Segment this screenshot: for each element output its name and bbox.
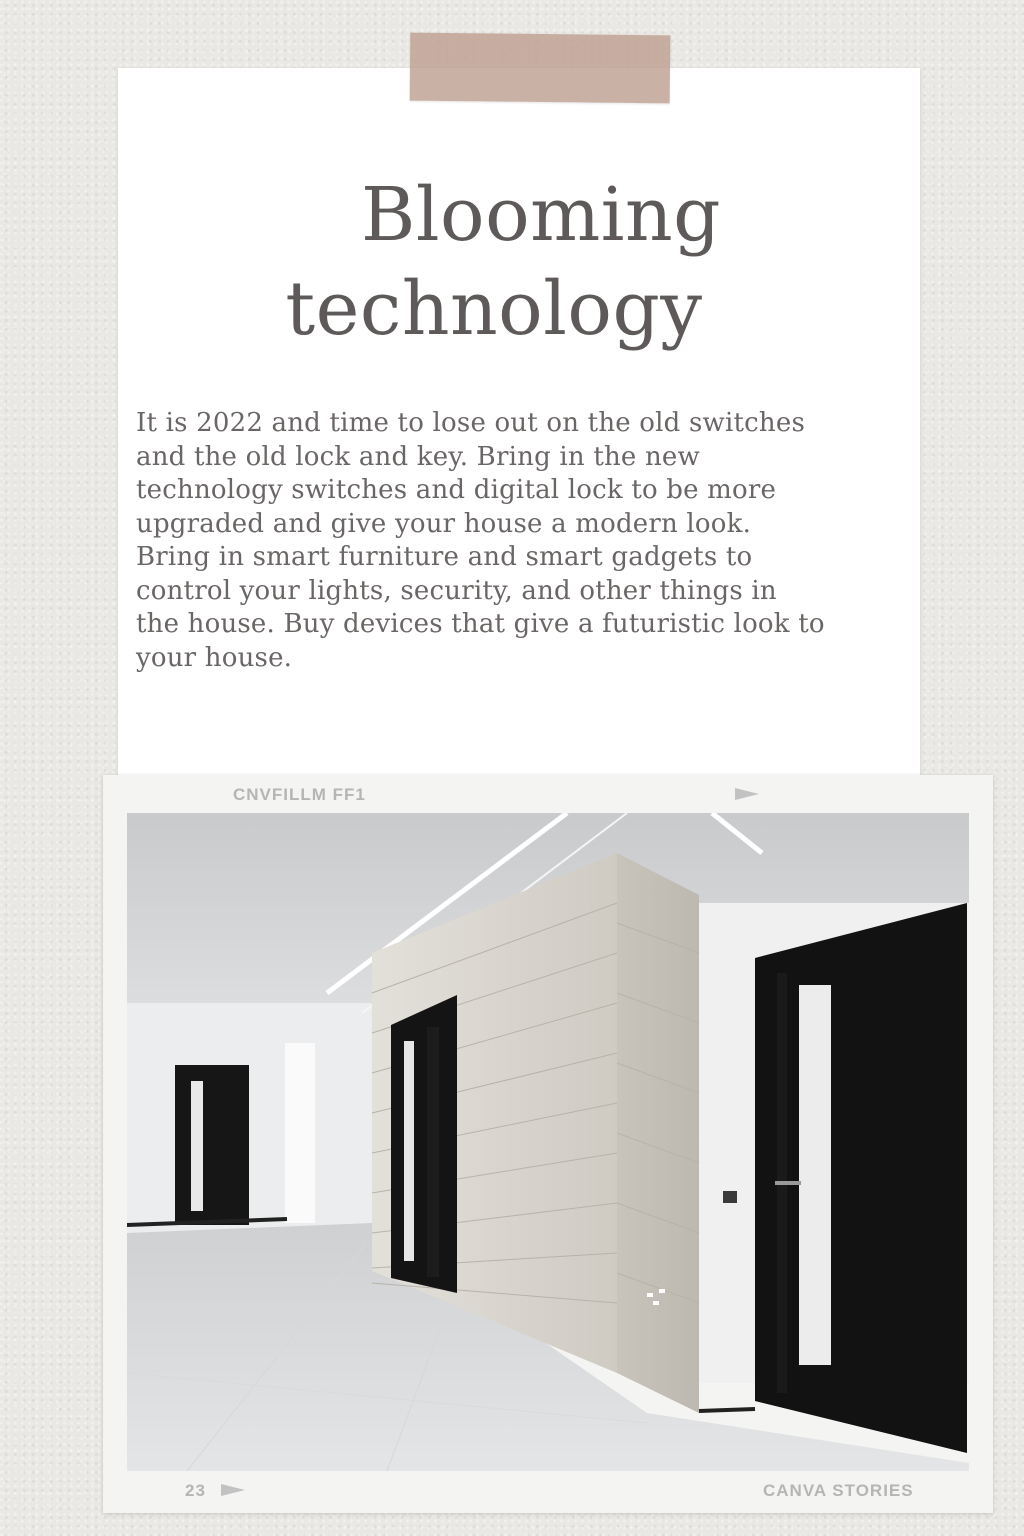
body-paragraph: It is 2022 and time to lose out on the old switches and the old lock and key. Bring in the new technology switches and digital lock to be more upgraded and give your house a modern look. Bring in smart furniture and smart gadgets to control your lights, security, and other things in the house. Buy devices that give a futuristic look to your house. — [136, 408, 825, 673]
title-line-1: Blooming — [360, 172, 722, 258]
film-top-label: CNVFILLM FF1 — [233, 785, 366, 804]
film-frame — [103, 775, 993, 1513]
film-arrow-icon — [735, 788, 759, 800]
masking-tape — [410, 33, 671, 104]
page-title — [118, 168, 920, 356]
frame-number: 23 — [185, 1481, 206, 1500]
film-arrow-icon — [221, 1484, 245, 1496]
film-brand-label: CANVA STORIES — [763, 1481, 914, 1500]
hallway-photo — [127, 813, 969, 1471]
title-line-2: technology — [285, 266, 703, 352]
